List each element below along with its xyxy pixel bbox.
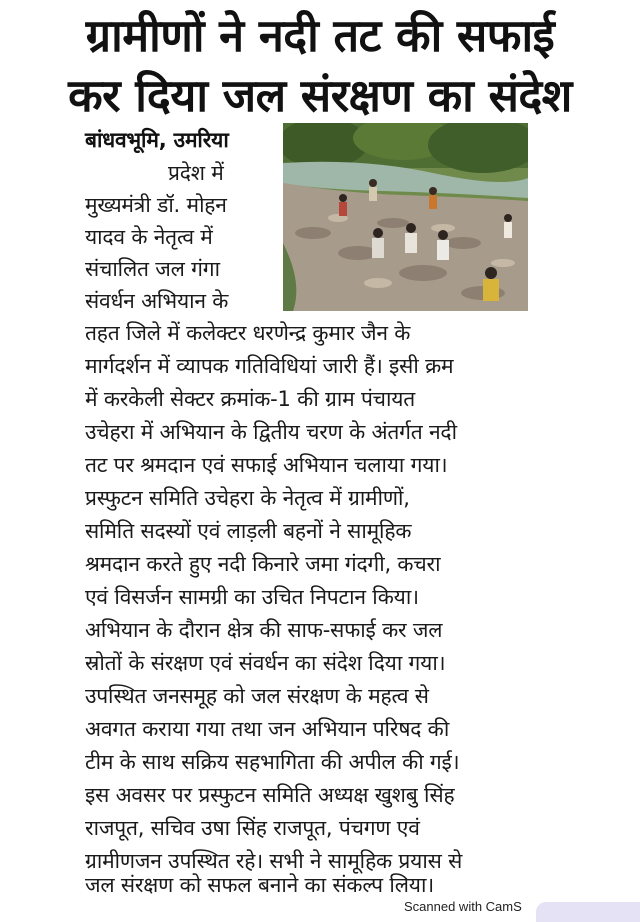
scanner-badge (536, 902, 640, 922)
body-line: ग्रामीणजन उपस्थित रहे। सभी ने सामूहिक प्रयास से (85, 849, 463, 873)
body-line: में करकेली सेक्टर क्रमांक-1 की ग्राम पंचायत (85, 387, 415, 411)
body-line: तहत जिले में कलेक्टर धरणेन्द्र कुमार जैन के (85, 321, 411, 345)
body-line: मुख्यमंत्री डॉ. मोहन (85, 193, 227, 217)
body-line: समिति सदस्यों एवं लाड़ली बहनों ने सामूहिक (85, 519, 412, 543)
byline: बांधवभूमि, उमरिया (85, 128, 229, 152)
body-line: एवं विसर्जन सामग्री का उचित निपटान किया। (85, 585, 419, 609)
headline-line-2: कर दिया जल संरक्षण का संदेश (68, 69, 572, 122)
body-line: अभियान के दौरान क्षेत्र की साफ-सफाई कर जल (85, 618, 443, 642)
body-line: उपस्थित जनसमूह को जल संरक्षण के महत्व से (85, 684, 429, 708)
body-line: उचेहरा में अभियान के द्वितीय चरण के अंतर्गत नदी (85, 420, 457, 444)
body-line: स्रोतों के संरक्षण एवं संवर्धन का संदेश दिया गया। (85, 651, 446, 675)
body-line: प्रस्फुटन समिति उचेहरा के नेतृत्व में ग्रामीणों, (85, 486, 410, 510)
scanner-watermark: Scanned with CamS (404, 899, 522, 914)
river-cleanup-photo-graphic (283, 123, 528, 311)
headline-line-1: ग्रामीणों ने नदी तट की सफाई (85, 9, 555, 62)
body-line: इस अवसर पर प्रस्फुटन समिति अध्यक्ष खुशबु सिंह (85, 783, 455, 807)
body-line: प्रदेश में (168, 161, 224, 185)
body-line: संचालित जल गंगा (85, 257, 220, 281)
body-line: टीम के साथ सक्रिय सहभागिता की अपील की गई। (85, 750, 460, 774)
body-line: राजपूत, सचिव उषा सिंह राजपूत, पंचगण एवं (85, 816, 420, 840)
body-line: जल संरक्षण को सफल बनाने का संकल्प लिया। (85, 873, 434, 897)
body-line: अवगत कराया गया तथा जन अभियान परिषद की (85, 717, 450, 741)
body-line: यादव के नेतृत्व में (85, 225, 213, 249)
body-line: श्रमदान करते हुए नदी किनारे जमा गंदगी, कचरा (85, 552, 441, 576)
body-line: तट पर श्रमदान एवं सफाई अभियान चलाया गया। (85, 453, 448, 477)
body-line: मार्गदर्शन में व्यापक गतिविधियां जारी हैं। इसी क्रम (85, 354, 454, 378)
body-line: संवर्धन अभियान के (85, 289, 229, 313)
river-cleanup-photo (283, 123, 528, 311)
